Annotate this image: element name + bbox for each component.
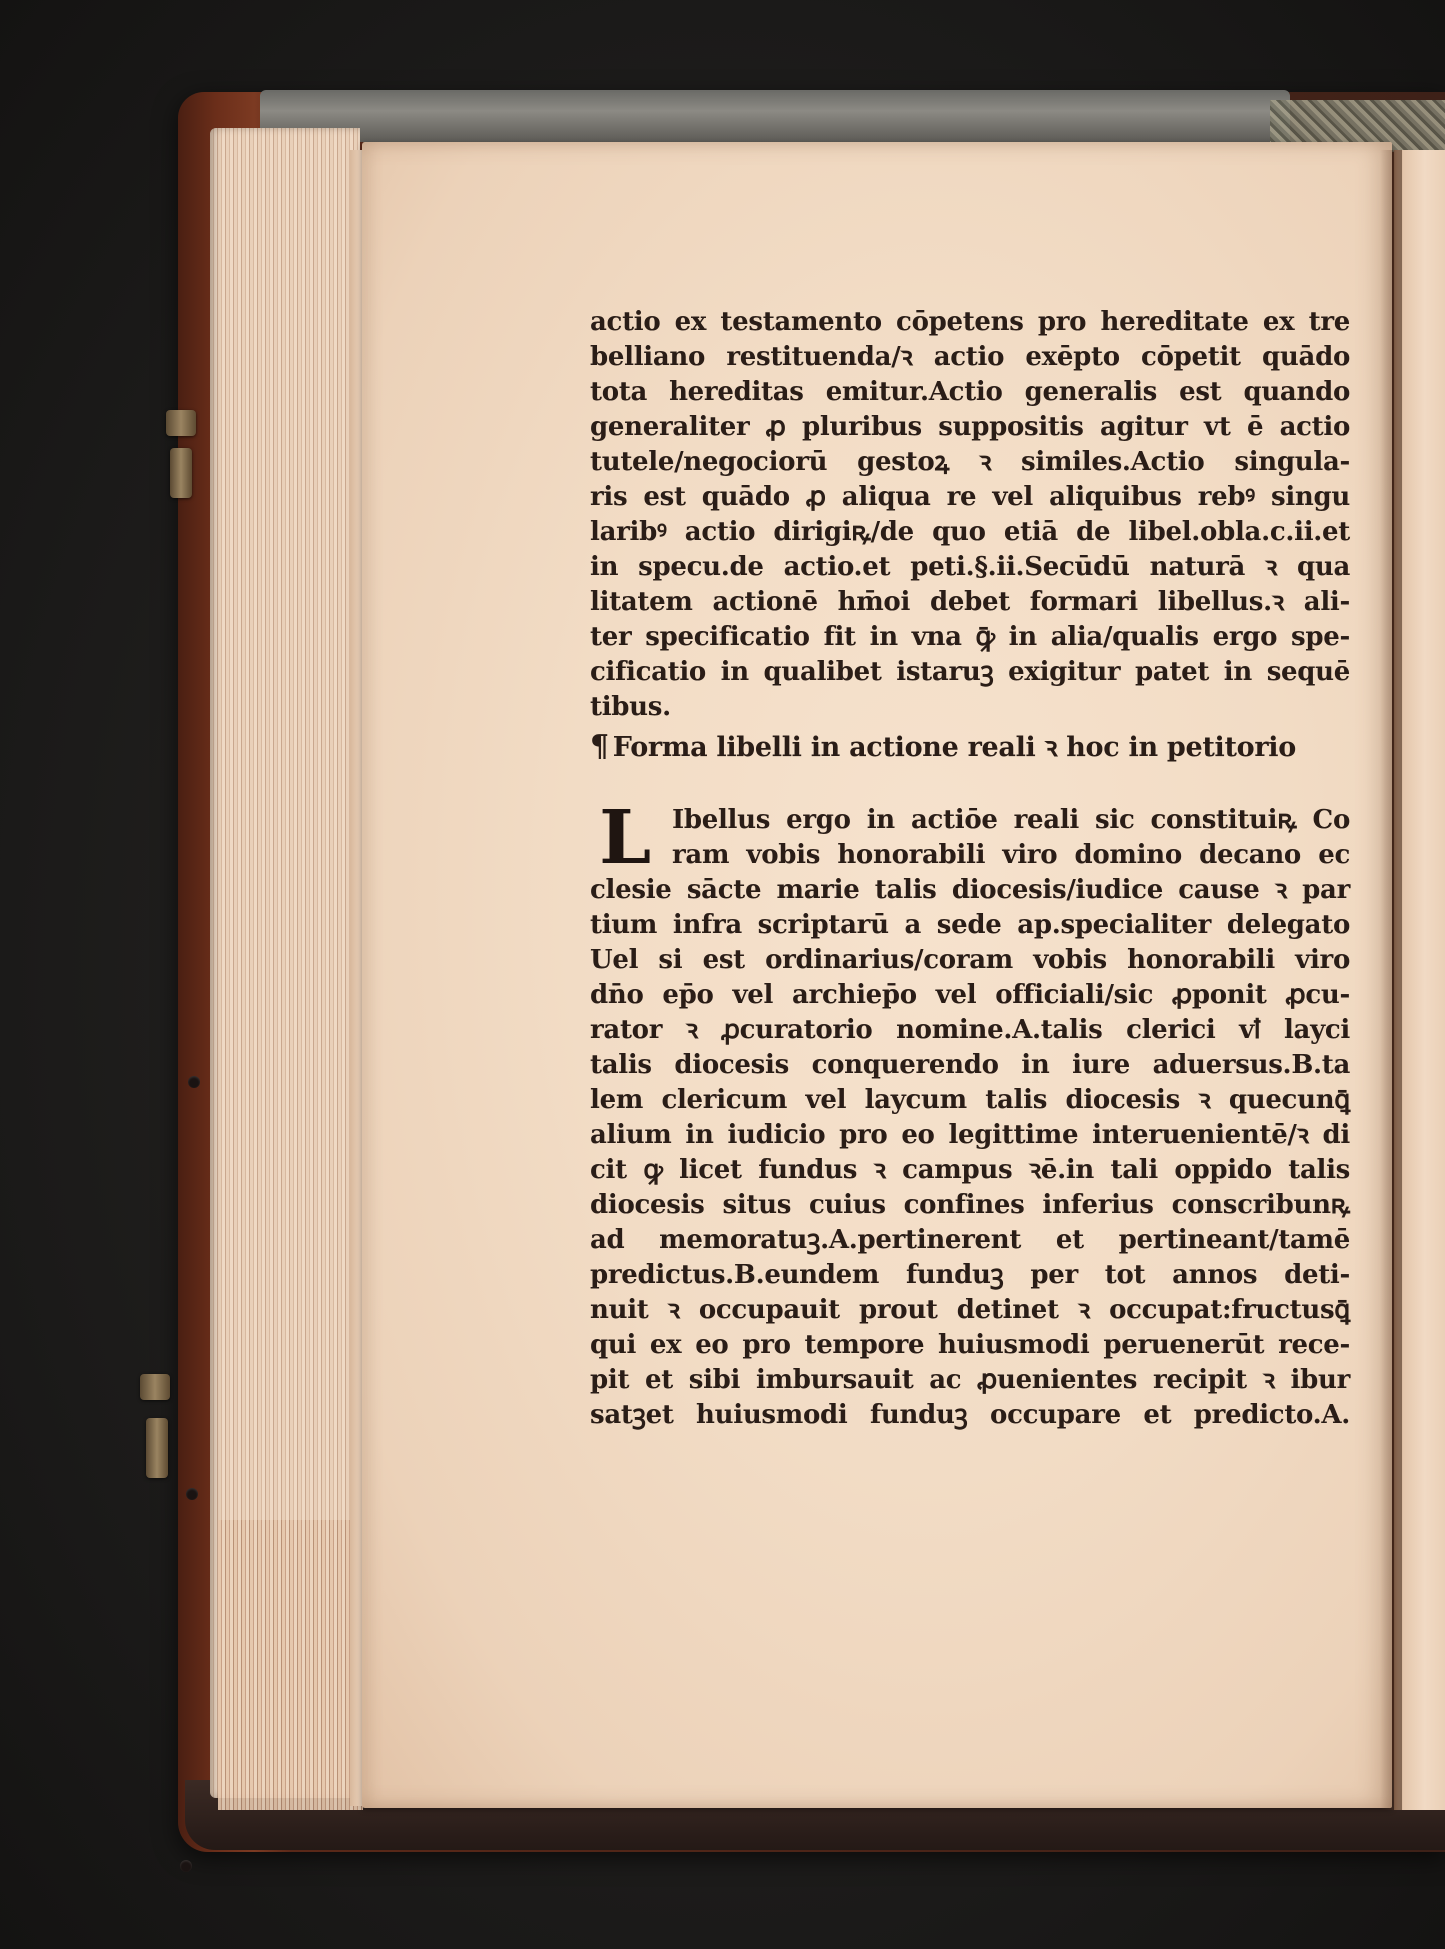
text-line: predictus.B.eundem funduꝫ per tot annos deti- (590, 1260, 1350, 1290)
text-line: pit et sibi imbursauit ac ꝓuenientes recipit ꝛ ibur (590, 1365, 1350, 1395)
text-line: ter specificatio fit in vna ꝙ̄ in alia/qualis ergo spe- (590, 622, 1350, 652)
text-line: cificatio in qualibet istaruꝫ exigitur patet in sequē (590, 657, 1350, 687)
cover-top-edge (260, 90, 1290, 142)
page-stack-edges-lower (218, 1520, 363, 1810)
text-line: diocesis situs cuius confines inferius conscribunꝶ (590, 1190, 1350, 1220)
text-line: tutele/negociorū gestoꝝ ꝛ similes.Actio singula- (590, 447, 1350, 477)
clasp-lower-strap (146, 1418, 168, 1478)
text-line: litatem actionē hm̄oi debet formari libellus.ꝛ ali- (590, 587, 1350, 617)
clasp-lower (140, 1374, 170, 1400)
text-line: lem clericum vel laycum talis diocesis ꝛ quecunꝗ̄ (590, 1085, 1350, 1115)
binding-rivet (188, 1076, 200, 1088)
text-line: belliano restituenda/ꝛ actio exēpto cōpetit quādo (590, 342, 1350, 372)
text-line: Ibellus ergo in actiōe reali sic constituiꝶ Co (672, 805, 1350, 835)
page-gutter-shadow (1380, 150, 1402, 1810)
text-line: generaliter ꝓ pluribus suppositis agitur vt ē actio (590, 412, 1350, 442)
paragraph-1 (590, 305, 1350, 725)
text-line: ris est quādo ꝓ aliqua re vel aliquibus rebꝰ singu (590, 482, 1350, 512)
paragraph-2-indented-lines (590, 795, 1350, 881)
text-line: talis diocesis conquerendo in iure aduersus.B.ta (590, 1050, 1350, 1080)
binding-rivet (180, 1860, 192, 1872)
paragraph-2 (590, 873, 1350, 1433)
text-line: tota hereditas emitur.Actio generalis est quando (590, 377, 1350, 407)
text-line: satꝫet huiusmodi funduꝫ occupare et predicto.A. (590, 1400, 1350, 1430)
text-line: laribꝰ actio dirigiꝶ/de quo etiā de libel.obla.c.ii.et (590, 517, 1350, 547)
initial-letter: L (599, 795, 651, 881)
clasp-upper (166, 410, 196, 436)
text-line: rator ꝛ ꝓcuratorio nomine.A.talis clerici vꝉ layci (590, 1015, 1350, 1045)
text-line: Uel si est ordinarius/coram vobis honorabili viro (590, 945, 1350, 975)
page-text (590, 305, 1350, 1433)
binding-rivet (186, 1488, 198, 1500)
text-line: in specu.de actio.et peti.§.ii.Secūdū naturā ꝛ qua (590, 552, 1350, 582)
text-line: tium infra scriptarū a sede ap.specialiter delegato (590, 910, 1350, 940)
text-line: clesie sācte marie talis diocesis/iudice cause ꝛ par (590, 875, 1350, 905)
paragraph-2-opening (590, 795, 1350, 881)
section-heading (590, 727, 1350, 767)
text-line: tibus. (590, 692, 671, 722)
text-line: ram vobis honorabili viro domino decano ec (672, 840, 1350, 870)
text-line: ad memoratuꝫ.A.pertinerent et pertineant/tamē (590, 1225, 1350, 1255)
clasp-upper-strap (170, 448, 192, 498)
text-line: nuit ꝛ occupauit prout detinet ꝛ occupat:fructusꝗ̄ (590, 1295, 1350, 1325)
text-line: alium in iudicio pro eo legittime interuenientē/ꝛ di (590, 1120, 1350, 1150)
paragraph-gap (590, 767, 1350, 803)
text-line: actio ex testamento cōpetens pro hereditate ex tre (590, 307, 1350, 337)
text-line: qui ex eo pro tempore huiusmodi peruenerūt rece- (590, 1330, 1350, 1360)
text-line: cit ꝙ licet fundus ꝛ campus ꝛē.in tali oppido talis (590, 1155, 1350, 1185)
section-heading-text: Forma libelli in actione reali ꝛ hoc in petitorio (612, 732, 1296, 763)
pilcrow-mark: ¶ (590, 729, 609, 764)
text-line: dn̄o ep̄o vel archiep̄o vel officiali/sic ꝓponit ꝓcu- (590, 980, 1350, 1010)
